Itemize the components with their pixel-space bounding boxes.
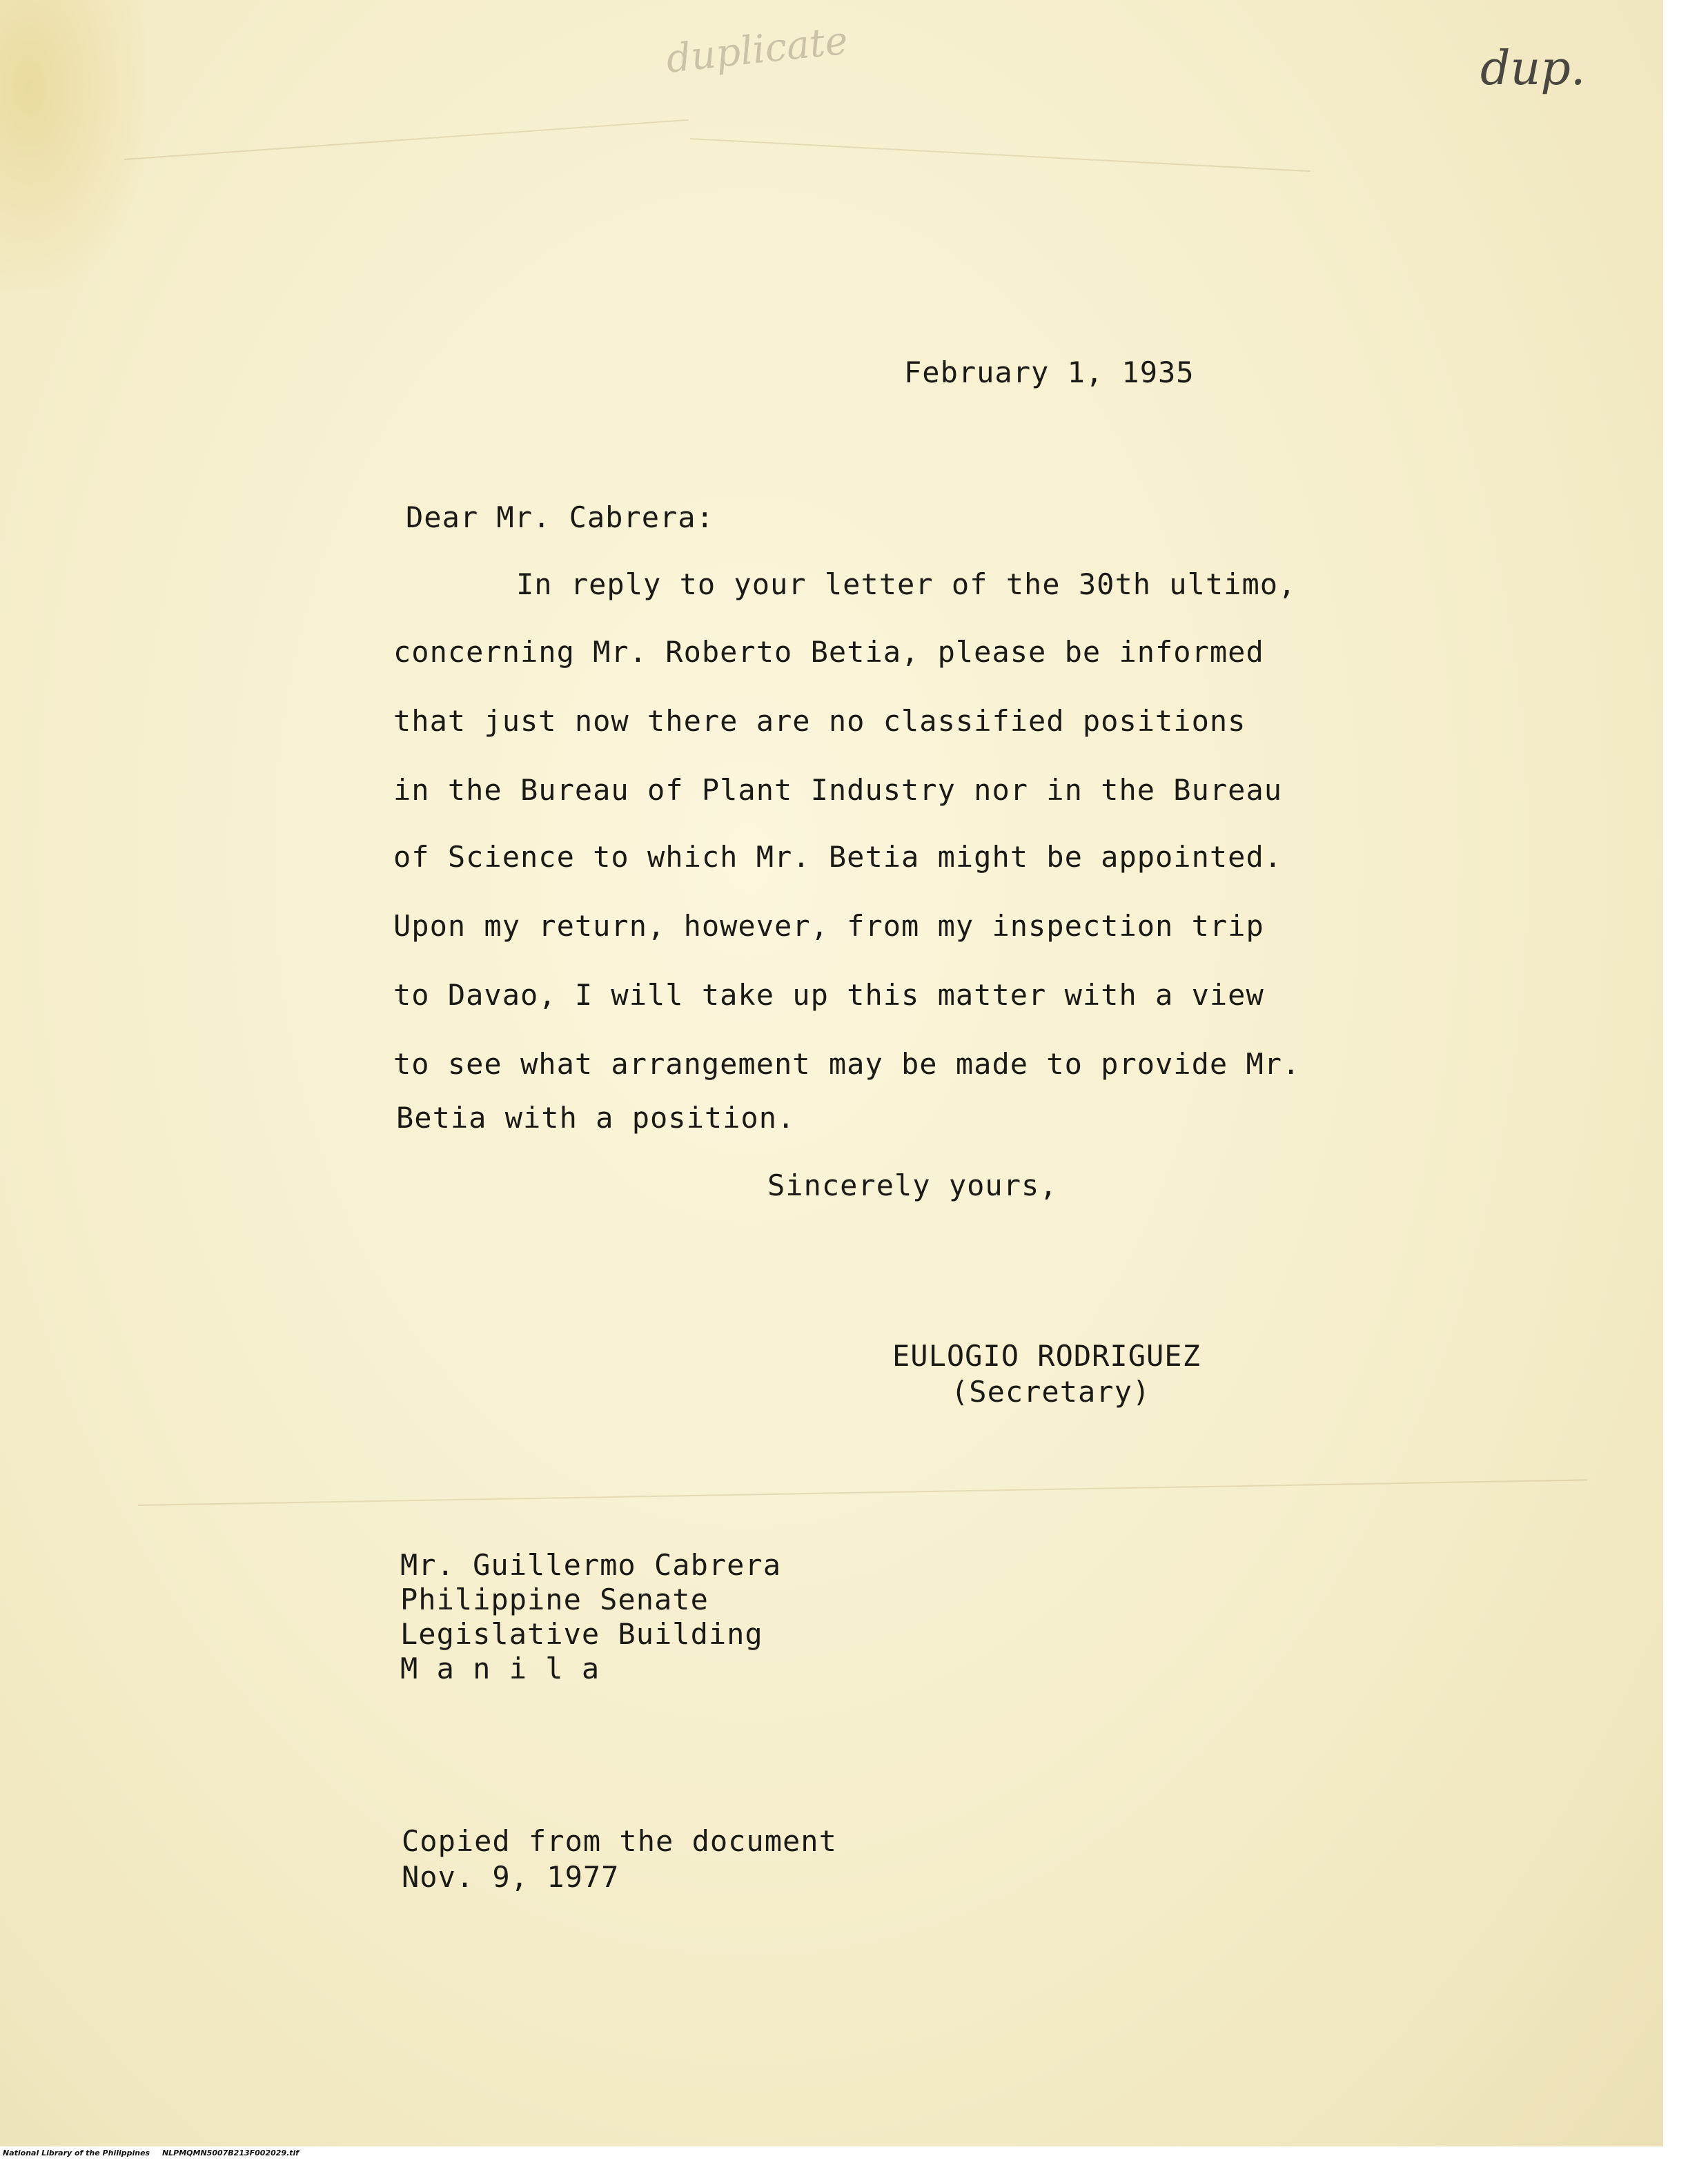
paper-crease [690,138,1311,172]
scan-border-right [1663,0,1708,2146]
paper-crease [138,1479,1587,1506]
recipient-org: Philippine Senate [400,1583,709,1616]
paper-stain [0,0,145,290]
recipient-building: Legislative Building [400,1617,763,1651]
body-line: Upon my return, however, from my inspection trip [393,909,1264,943]
body-line: concerning Mr. Roberto Betia, please be informed [393,635,1264,669]
recipient-name: Mr. Guillermo Cabrera [400,1548,782,1582]
faint-duplicate-note: duplicate [664,18,850,82]
recipient-city: M a n i l a [400,1652,600,1685]
body-line: to see what arrangement may be made to provide Mr. [393,1047,1301,1081]
paper-crease [124,119,689,160]
closing: Sincerely yours, [767,1168,1058,1202]
body-line: In reply to your letter of the 30th ultimo, [516,567,1297,601]
body-line: that just now there are no classified positions [393,704,1246,738]
body-line: Betia with a position. [396,1101,796,1135]
footer-file-id: NLPMQMN5007B213F002029.tif [161,2149,300,2157]
salutation: Dear Mr. Cabrera: [406,500,714,534]
body-line: in the Bureau of Plant Industry nor in the Bureau [393,773,1283,807]
copy-note-line1: Copied from the document [402,1824,837,1858]
footer-institution: National Library of the Philippines [3,2149,150,2157]
body-line: to Davao, I will take up this matter with a view [393,978,1264,1012]
body-line: of Science to which Mr. Betia might be appointed. [393,840,1283,874]
copy-note-line2: Nov. 9, 1977 [402,1860,620,1894]
scan-footer-label [3,2149,308,2157]
signer-title: (Secretary) [951,1375,1151,1409]
letter-date: February 1, 1935 [904,355,1195,389]
signer-name: EULOGIO RODRIGUEZ [892,1339,1201,1373]
handwritten-dup-note: dup. [1480,41,1586,96]
